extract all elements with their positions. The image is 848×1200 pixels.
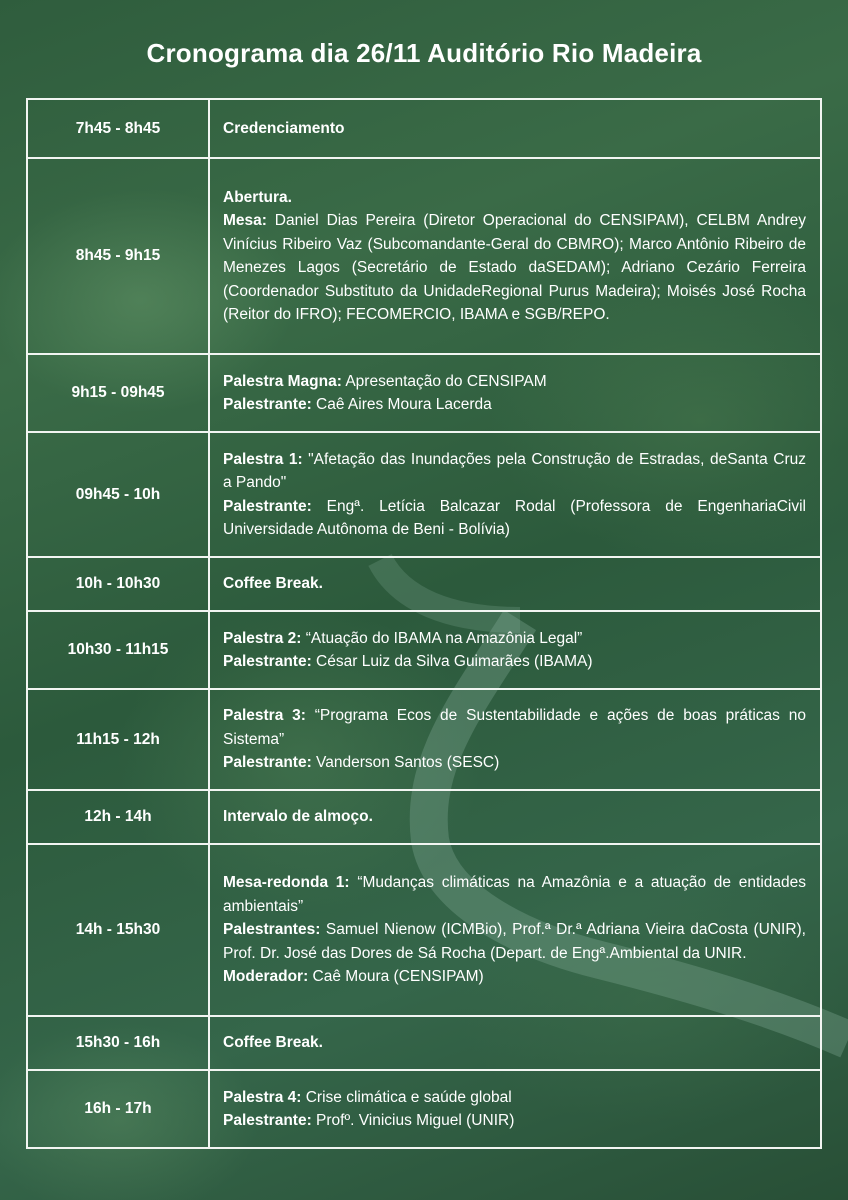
item-text: Caê Moura (CENSIPAM) bbox=[308, 968, 484, 986]
schedule-row bbox=[27, 689, 821, 790]
item-text: Vanderson Santos (SESC) bbox=[311, 754, 500, 772]
item-label: Palestrante: bbox=[223, 497, 312, 515]
schedule-table bbox=[26, 98, 822, 1149]
item-label: Palestra 3: bbox=[223, 707, 306, 725]
time-cell: 12h - 14h bbox=[27, 790, 209, 844]
item-label: Intervalo de almoço. bbox=[223, 808, 373, 826]
description-line bbox=[223, 1086, 806, 1110]
description-cell bbox=[209, 158, 821, 354]
time-cell: 10h30 - 11h15 bbox=[27, 611, 209, 689]
item-text: César Luiz da Silva Guimarães (IBAMA) bbox=[311, 653, 593, 670]
description-line bbox=[223, 117, 806, 141]
time-cell: 09h45 - 10h bbox=[27, 432, 209, 557]
description-line bbox=[223, 965, 806, 989]
description-cell bbox=[209, 1016, 821, 1070]
description-line bbox=[223, 751, 806, 775]
description-line bbox=[223, 704, 806, 751]
item-label: Palestrante: bbox=[223, 653, 312, 670]
time-cell: 15h30 - 16h bbox=[27, 1016, 209, 1070]
item-text: Crise climática e saúde global bbox=[301, 1088, 512, 1106]
description-cell bbox=[209, 1070, 821, 1148]
description-cell bbox=[209, 354, 821, 432]
item-text: Engª. Letícia Balcazar Rodal (Professora de EngenhariaCivil Universidade Autônoma de Beni - Bolívia) bbox=[223, 497, 806, 538]
item-label: Palestra 2: bbox=[223, 629, 302, 647]
item-text: Samuel Nienow (ICMBio), Prof.ª Dr.ª Adriana Vieira daCosta (UNIR), Prof. Dr. José das Dores de Sá Rocha (Depart. de Engª.Ambiental da UNIR. bbox=[223, 921, 806, 962]
time-cell: 9h15 - 09h45 bbox=[27, 354, 209, 432]
schedule-row bbox=[27, 557, 821, 611]
description-line bbox=[223, 572, 806, 596]
time-cell: 16h - 17h bbox=[27, 1070, 209, 1148]
item-label: Mesa: bbox=[223, 212, 267, 229]
item-label: Palestrante: bbox=[223, 396, 312, 413]
description-cell bbox=[209, 557, 821, 611]
item-label: Palestra 1: bbox=[223, 450, 303, 468]
item-text: Daniel Dias Pereira (Diretor Operacional do CENSIPAM), CELBM Andrey Vinícius Ribeiro Vaz (Subcomandante-Geral do CBMRO); Marco Antônio Ribeiro de Menezes Lagos (Secretário de Estado daSEDAM); Adriano Cezário Ferreira (Coordenador Substituto da UnidadeRegional Purus Madeira); Moisés José Rocha (Reitor do IFRO); FECOMERCIO, IBAMA e SGB/REPO. bbox=[223, 212, 806, 323]
description-line bbox=[223, 805, 806, 829]
description-line bbox=[223, 448, 806, 495]
description-cell bbox=[209, 689, 821, 790]
time-cell: 8h45 - 9h15 bbox=[27, 158, 209, 354]
description-cell bbox=[209, 432, 821, 557]
time-cell: 10h - 10h30 bbox=[27, 557, 209, 611]
description-line bbox=[223, 393, 806, 417]
item-text: “Programa Ecos de Sustentabilidade e ações de boas práticas no Sistema” bbox=[223, 707, 806, 748]
description-line bbox=[223, 871, 806, 918]
description-cell bbox=[209, 844, 821, 1016]
description-cell bbox=[209, 790, 821, 844]
item-text: Profº. Vinicius Miguel (UNIR) bbox=[311, 1112, 515, 1129]
schedule-row bbox=[27, 158, 821, 354]
item-label: Credenciamento bbox=[223, 119, 345, 137]
item-label: Palestrantes: bbox=[223, 921, 321, 939]
description-line bbox=[223, 650, 806, 674]
item-text: Caê Aires Moura Lacerda bbox=[311, 396, 492, 413]
schedule-row bbox=[27, 99, 821, 158]
item-label: Palestrante: bbox=[223, 754, 312, 772]
description-line bbox=[223, 918, 806, 965]
description-cell bbox=[209, 611, 821, 689]
schedule-row bbox=[27, 790, 821, 844]
item-text: “Mudanças climáticas na Amazônia e a atuação de entidades ambientais” bbox=[223, 874, 806, 915]
item-label: Coffee Break. bbox=[223, 575, 323, 593]
item-text: Apresentação do CENSIPAM bbox=[341, 372, 547, 390]
time-cell: 14h - 15h30 bbox=[27, 844, 209, 1016]
item-label: Palestrante: bbox=[223, 1112, 312, 1129]
schedule-row bbox=[27, 354, 821, 432]
item-label: Palestra 4: bbox=[223, 1088, 302, 1106]
description-line bbox=[223, 627, 806, 651]
description-line bbox=[223, 495, 806, 542]
time-cell: 11h15 - 12h bbox=[27, 689, 209, 790]
time-cell: 7h45 - 8h45 bbox=[27, 99, 209, 158]
description-line bbox=[223, 1031, 806, 1055]
item-text: “Atuação do IBAMA na Amazônia Legal” bbox=[301, 629, 583, 647]
item-label: Moderador: bbox=[223, 968, 309, 986]
item-text: "Afetação das Inundações pela Construção de Estradas, deSanta Cruz a Pando" bbox=[223, 450, 806, 491]
item-label: Abertura. bbox=[223, 188, 292, 206]
schedule-row bbox=[27, 1070, 821, 1148]
description-line bbox=[223, 209, 806, 327]
description-line bbox=[223, 370, 806, 394]
page-title: Cronograma dia 26/11 Auditório Rio Madeira bbox=[146, 38, 702, 68]
schedule-row bbox=[27, 1016, 821, 1070]
description-cell bbox=[209, 99, 821, 158]
schedule-row bbox=[27, 611, 821, 689]
description-line bbox=[223, 186, 806, 210]
item-label: Mesa-redonda 1: bbox=[223, 874, 350, 892]
item-label: Palestra Magna: bbox=[223, 372, 342, 390]
schedule-row bbox=[27, 844, 821, 1016]
item-label: Coffee Break. bbox=[223, 1034, 323, 1052]
schedule-row bbox=[27, 432, 821, 557]
description-line bbox=[223, 1109, 806, 1133]
